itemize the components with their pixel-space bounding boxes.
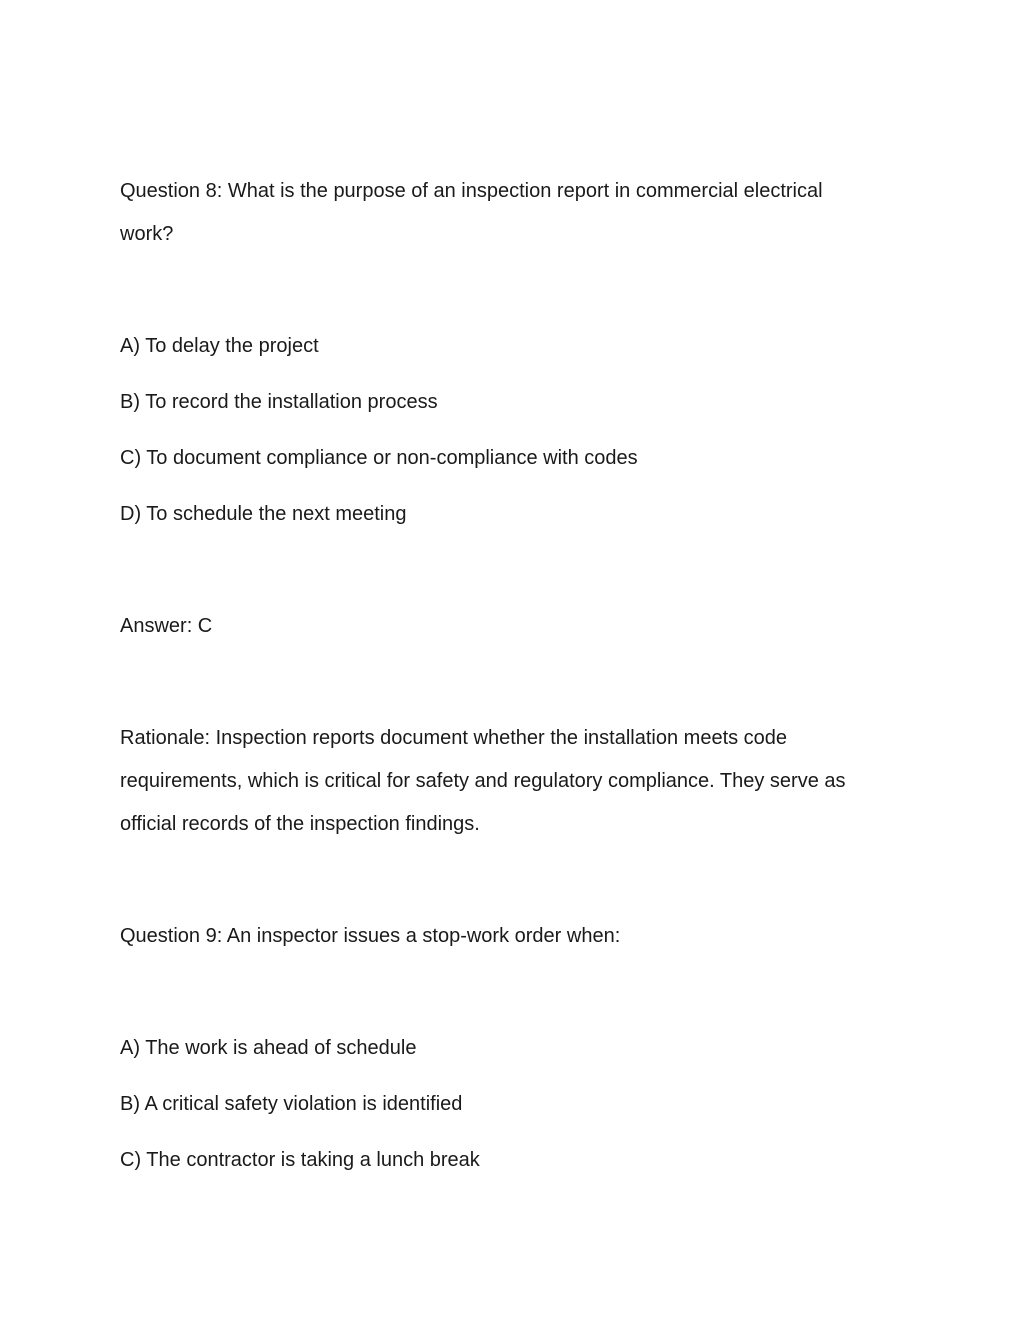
q8-rationale-line-3: official records of the inspection findings.	[120, 813, 480, 835]
question-8-text-continued: work?	[120, 223, 174, 245]
q8-option-c: C) To document compliance or non-compliance with codes	[120, 447, 638, 469]
question-9-text: Question 9: An inspector issues a stop-work order when:	[120, 925, 621, 947]
q8-rationale-line-2: requirements, which is critical for safety and regulatory compliance. They serve as	[120, 770, 846, 792]
q9-option-c: C) The contractor is taking a lunch break	[120, 1149, 480, 1171]
q8-answer: Answer: C	[120, 615, 213, 637]
q8-option-a: A) To delay the project	[120, 335, 319, 357]
q9-option-b: B) A critical safety violation is identified	[120, 1093, 463, 1115]
question-8-text: Question 8: What is the purpose of an inspection report in commercial electrical	[120, 180, 823, 202]
q9-option-a: A) The work is ahead of schedule	[120, 1037, 417, 1059]
q8-rationale-line-1: Rationale: Inspection reports document whether the installation meets code	[120, 727, 788, 749]
q8-option-b: B) To record the installation process	[120, 391, 438, 413]
q8-option-d: D) To schedule the next meeting	[120, 503, 407, 525]
